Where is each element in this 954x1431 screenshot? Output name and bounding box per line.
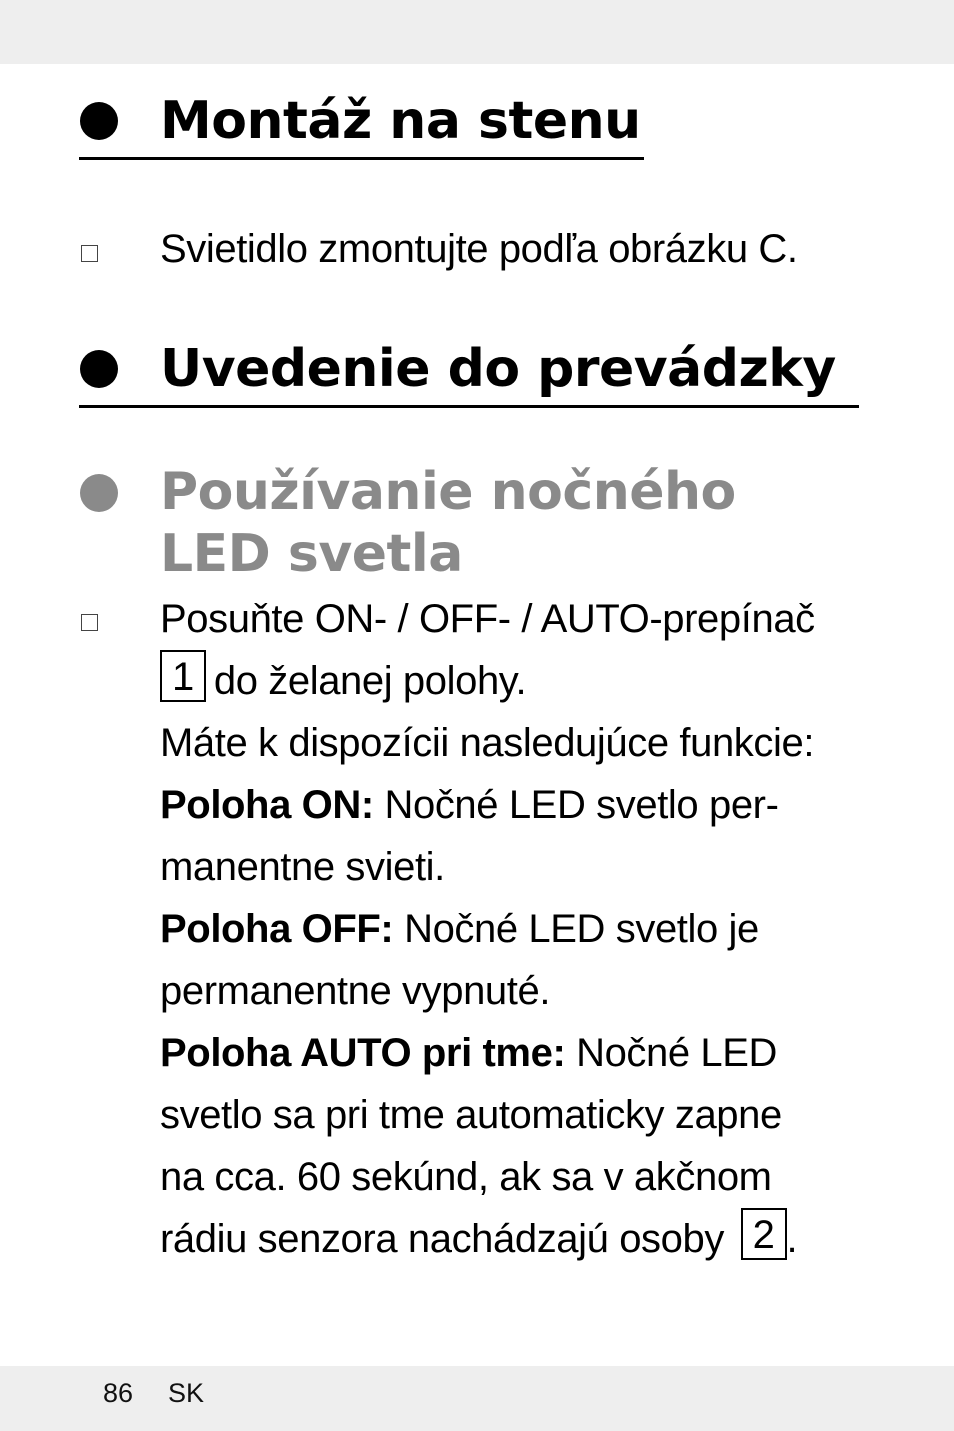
heading-uvedenie: Uvedenie do prevádzky xyxy=(160,339,836,399)
footer-band xyxy=(0,1366,954,1431)
list-item-mounting: Svietidlo zmontujte podľa obrázku C. xyxy=(160,227,798,271)
page-number: 86 xyxy=(103,1378,134,1408)
list-item-usage: Posuňte ON- / OFF- / AUTO-prepínač 1 do želanej polohy. Máte k dispozícii nasledujúce funkcie: Poloha ON: Nočné LED svetlo per- manentne svieti. Poloha OFF: Nočné LED svetlo je permanentne vypnuté. Poloha AUTO pri tme: Nočné LED svetlo sa pri tme automaticky zapne na cca. 60 sekúnd, ak sa v akčnom rádiu senzora nachádzajú osoby 2 . xyxy=(160,597,815,1261)
list-square-bullet xyxy=(81,245,98,262)
section-bullet xyxy=(80,102,118,140)
label-off: Poloha OFF: xyxy=(160,907,394,951)
label-auto: Poloha AUTO pri tme: xyxy=(160,1031,566,1075)
top-margin-band xyxy=(0,0,954,64)
label-on: Poloha ON: xyxy=(160,783,374,827)
language-code: SK xyxy=(168,1378,205,1408)
heading-underline xyxy=(79,405,859,408)
list-square-bullet xyxy=(81,614,98,631)
heading-underline xyxy=(79,157,644,160)
section-bullet xyxy=(80,350,118,388)
figure-ref-1: 1 xyxy=(160,650,206,702)
heading-pouzivanie: Používanie nočného LED svetla xyxy=(160,462,736,584)
heading-montaz: Montáž na stenu xyxy=(160,91,641,151)
figure-ref-2: 2 xyxy=(741,1208,787,1260)
section-bullet-gray xyxy=(80,474,118,512)
